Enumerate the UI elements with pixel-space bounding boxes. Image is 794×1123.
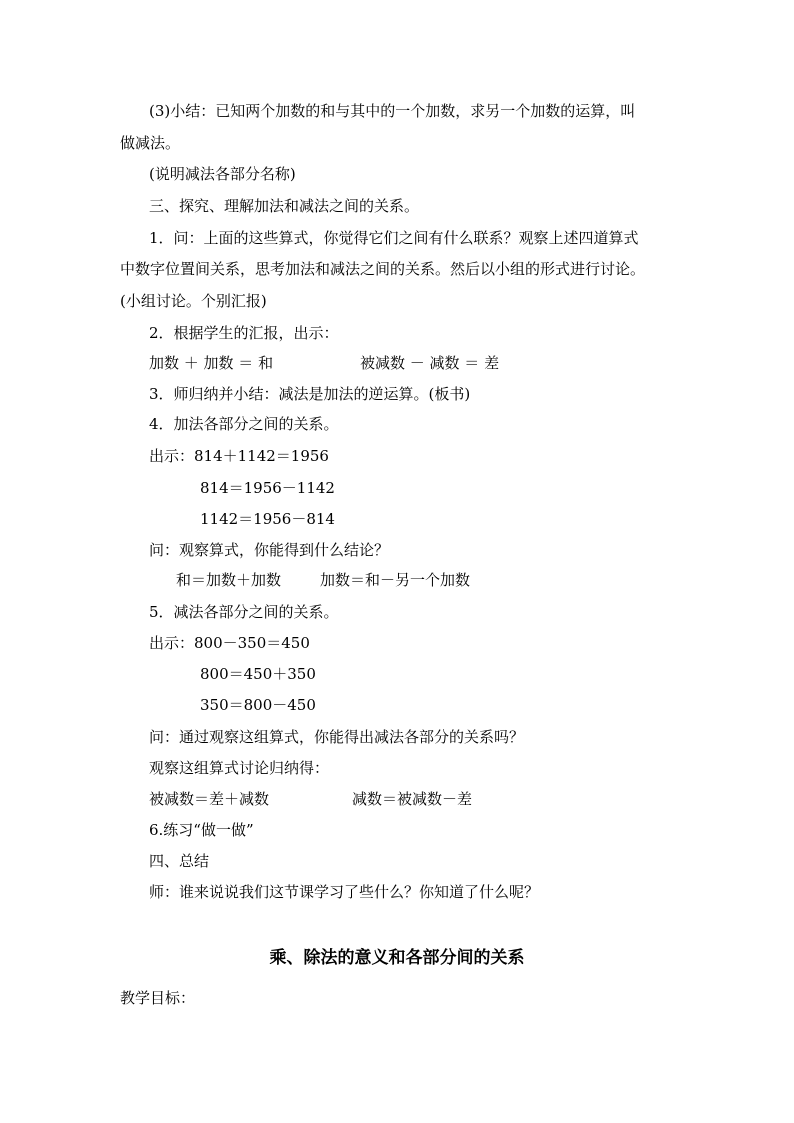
minuend-rule: 被减数＝差＋减数 bbox=[149, 790, 270, 808]
step-6-line: 6.练习“做一做” bbox=[149, 821, 254, 839]
teacher-closing-question: 师：谁来说说我们这节课学习了些什么？你知道了什么呢？ bbox=[149, 883, 540, 901]
addition-question: 问：观察算式，你能得到什么结论？ bbox=[149, 541, 390, 559]
question-1-line-1: 1．问：上面的这些算式，你觉得它们之间有什么联系？观察上述四道算式 bbox=[149, 229, 639, 247]
subtraction-example-3: 350＝800－450 bbox=[200, 696, 316, 714]
summary-line-1: (3)小结：已知两个加数的和与其中的一个加数，求另一个加数的运算，叫 bbox=[149, 102, 636, 120]
addition-example-1: 出示：814＋1142＝1956 bbox=[149, 447, 329, 465]
subtraction-example-2: 800＝450＋350 bbox=[200, 665, 316, 683]
step-5-line: 5．减法各部分之间的关系。 bbox=[149, 603, 339, 621]
step-4-line: 4．加法各部分之间的关系。 bbox=[149, 415, 339, 433]
summary-line-2: 做减法。 bbox=[120, 134, 181, 152]
question-1-line-2: 中数字位置间关系，思考加法和减法之间的关系。然后以小组的形式进行讨论。 bbox=[120, 260, 646, 278]
section-three-heading: 三、探究、理解加法和减法之间的关系。 bbox=[149, 197, 420, 215]
discussion-line: 观察这组算式讨论归纳得： bbox=[149, 759, 330, 777]
teaching-objectives-label: 教学目标： bbox=[120, 989, 196, 1007]
addition-example-3: 1142＝1956－814 bbox=[200, 510, 335, 528]
step-2-line: 2．根据学生的汇报，出示： bbox=[149, 324, 339, 342]
step-3-line: 3．师归纳并小结：减法是加法的逆运算。(板书) bbox=[149, 385, 471, 403]
addend-rule: 加数＝和－另一个加数 bbox=[320, 571, 471, 589]
section-four-heading: 四、总结 bbox=[149, 852, 210, 870]
section-title: 乘、除法的意义和各部分间的关系 bbox=[269, 948, 525, 968]
note-subtraction-parts: (说明减法各部分名称) bbox=[149, 165, 296, 183]
sum-rule: 和＝加数＋加数 bbox=[176, 571, 282, 589]
question-1-line-3: (小组讨论。个别汇报) bbox=[120, 292, 267, 310]
subtraction-question: 问：通过观察这组算式，你能得出减法各部分的关系吗？ bbox=[149, 728, 525, 746]
subtrahend-rule: 减数＝被减数－差 bbox=[352, 790, 473, 808]
addition-formula: 加数 ＋ 加数 ＝ 和 bbox=[149, 354, 274, 372]
addition-example-2: 814＝1956－1142 bbox=[200, 479, 335, 497]
subtraction-example-1: 出示：800－350＝450 bbox=[149, 634, 310, 652]
subtraction-formula: 被减数 － 减数 ＝ 差 bbox=[360, 354, 500, 372]
